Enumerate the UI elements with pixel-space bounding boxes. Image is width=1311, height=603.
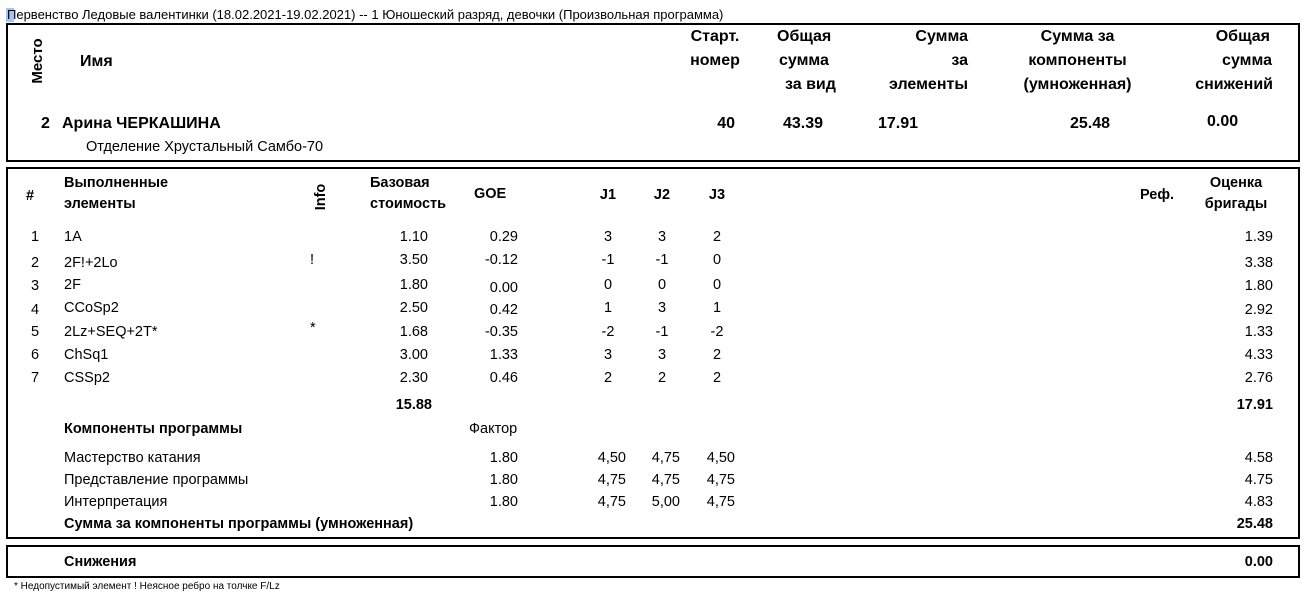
element-j3: 1 [712, 300, 722, 316]
element-score: 1.39 [1244, 229, 1273, 245]
element-num: 3 [31, 278, 40, 294]
components-total: 25.48 [1236, 516, 1273, 532]
skater-place: 2 [41, 115, 50, 132]
element-base-value: 3.50 [399, 252, 428, 268]
element-goe: 0.00 [489, 280, 518, 296]
components-score-header-2: компоненты [1028, 52, 1127, 69]
element-j1: -2 [601, 324, 615, 340]
component-j2: 5,00 [651, 494, 680, 510]
element-goe: 1.33 [489, 347, 518, 363]
deductions-header-3: снижений [1195, 76, 1273, 93]
component-score: 4.58 [1244, 450, 1273, 466]
element-info: ! [310, 252, 315, 268]
event-title: Первенство Ледовые валентинки (18.02.2021-19.02.2021) -- 1 Юношеский разряд, девочки (Произвольная программа) [7, 7, 724, 22]
info-column-header: Info [313, 183, 329, 211]
element-j3: 2 [712, 370, 722, 386]
component-j1: 4,75 [597, 494, 626, 510]
element-name: 2F [64, 277, 81, 293]
panel-score-total: 17.91 [1236, 397, 1273, 413]
element-j1: 3 [603, 229, 613, 245]
element-base-value: 2.50 [399, 300, 428, 316]
component-j3: 4,50 [706, 450, 735, 466]
component-name: Мастерство катания [64, 450, 201, 466]
j1-header: J1 [599, 187, 617, 203]
element-name: ChSq1 [64, 347, 109, 363]
element-name: CCoSp2 [64, 300, 119, 316]
total-score-header-3: за вид [785, 76, 836, 93]
components-title: Компоненты программы [64, 421, 243, 437]
element-base-value: 2.30 [399, 370, 428, 386]
skater-club: Отделение Хрустальный Самбо-70 [86, 139, 324, 155]
element-name: 2Lz+SEQ+2T* [64, 324, 158, 340]
element-score: 3.38 [1244, 255, 1273, 271]
element-j3: 2 [712, 229, 722, 245]
component-j1: 4,50 [597, 450, 626, 466]
element-name: 1A [64, 229, 82, 245]
element-j2: -1 [655, 252, 669, 268]
deductions-box [6, 545, 1300, 578]
component-name: Интерпретация [64, 494, 168, 510]
element-score: 1.33 [1244, 324, 1273, 340]
base-value-header-1: Базовая [370, 175, 430, 191]
element-goe: 0.42 [489, 302, 518, 318]
base-value-total: 15.88 [395, 397, 432, 413]
component-factor: 1.80 [489, 450, 518, 466]
element-name: CSSp2 [64, 370, 110, 386]
element-goe: -0.12 [484, 252, 518, 268]
elements-column-header-1: Выполненные [64, 175, 169, 191]
element-num: 5 [31, 324, 40, 340]
element-num: 1 [31, 229, 40, 245]
element-score: 1.80 [1244, 278, 1273, 294]
components-total-label: Сумма за компоненты программы (умноженная) [64, 516, 414, 532]
start-number-header-1: Старт. [690, 28, 740, 45]
element-num: 7 [31, 370, 40, 386]
element-score: 4.33 [1244, 347, 1273, 363]
panel-score-header-2: бригады [1204, 196, 1268, 212]
element-info: * [310, 320, 316, 336]
element-j1: -1 [601, 252, 615, 268]
element-goe: 0.46 [489, 370, 518, 386]
element-j2: 3 [657, 347, 667, 363]
element-j1: 2 [603, 370, 613, 386]
element-num: 2 [31, 255, 40, 271]
skater-components-score: 25.48 [1070, 115, 1111, 132]
name-column-header: Имя [80, 53, 113, 70]
j3-header: J3 [708, 187, 726, 203]
num-column-header: # [26, 188, 35, 204]
element-j1: 1 [603, 300, 613, 316]
element-j2: 2 [657, 370, 667, 386]
component-j1: 4,75 [597, 472, 626, 488]
deductions-header-2: сумма [1222, 52, 1272, 69]
element-j2: 0 [657, 277, 667, 293]
skater-elements-score: 17.91 [878, 115, 919, 132]
element-j2: 3 [657, 300, 667, 316]
component-score: 4.75 [1244, 472, 1273, 488]
factor-header: Фактор [469, 421, 518, 437]
place-column-header: Место [29, 38, 46, 84]
element-goe: 0.29 [489, 229, 518, 245]
deductions-header-1: Общая [1215, 28, 1270, 45]
components-score-header-1: Сумма за [1040, 28, 1115, 45]
elements-score-header-3: элементы [889, 76, 968, 93]
goe-header: GOE [474, 186, 507, 202]
element-score: 2.92 [1244, 302, 1273, 318]
component-j3: 4,75 [706, 494, 735, 510]
component-j2: 4,75 [651, 472, 680, 488]
element-j3: 0 [712, 277, 722, 293]
element-base-value: 1.10 [399, 229, 428, 245]
element-base-value: 1.68 [399, 324, 428, 340]
component-j2: 4,75 [651, 450, 680, 466]
skater-name: Арина ЧЕРКАШИНА [62, 115, 221, 132]
total-score-header-2: сумма [779, 52, 829, 69]
elements-column-header-2: элементы [64, 196, 136, 212]
footnote: * Недопустимый элемент ! Неясное ребро на толчке F/Lz [14, 581, 280, 592]
elements-score-header-1: Сумма [915, 28, 968, 45]
component-name: Представление программы [64, 472, 249, 488]
elements-score-header-2: за [951, 52, 968, 69]
element-base-value: 1.80 [399, 277, 428, 293]
total-score-header-1: Общая [777, 28, 832, 45]
element-name: 2F!+2Lo [64, 255, 118, 271]
component-factor: 1.80 [489, 472, 518, 488]
skater-start-number: 40 [717, 115, 735, 132]
element-num: 6 [31, 347, 40, 363]
element-base-value: 3.00 [399, 347, 428, 363]
element-j1: 3 [603, 347, 613, 363]
deductions-label: Снижения [64, 554, 137, 570]
element-j3: 0 [712, 252, 722, 268]
start-number-header-2: номер [690, 52, 740, 69]
element-j3: 2 [712, 347, 722, 363]
skater-deductions: 0.00 [1207, 113, 1239, 130]
element-j1: 0 [603, 277, 613, 293]
component-j3: 4,75 [706, 472, 735, 488]
component-factor: 1.80 [489, 494, 518, 510]
element-goe: -0.35 [484, 324, 518, 340]
deductions-value: 0.00 [1244, 554, 1273, 570]
skater-total-score: 43.39 [783, 115, 824, 132]
referee-header: Реф. [1140, 187, 1175, 203]
element-score: 2.76 [1244, 370, 1273, 386]
component-score: 4.83 [1244, 494, 1273, 510]
element-num: 4 [31, 302, 40, 318]
element-j2: -1 [655, 324, 669, 340]
element-j3: -2 [710, 324, 724, 340]
components-score-header-3: (умноженная) [1023, 76, 1132, 93]
base-value-header-2: стоимость [370, 196, 447, 212]
element-j2: 3 [657, 229, 667, 245]
panel-score-header-1: Оценка [1209, 175, 1263, 191]
j2-header: J2 [653, 187, 671, 203]
